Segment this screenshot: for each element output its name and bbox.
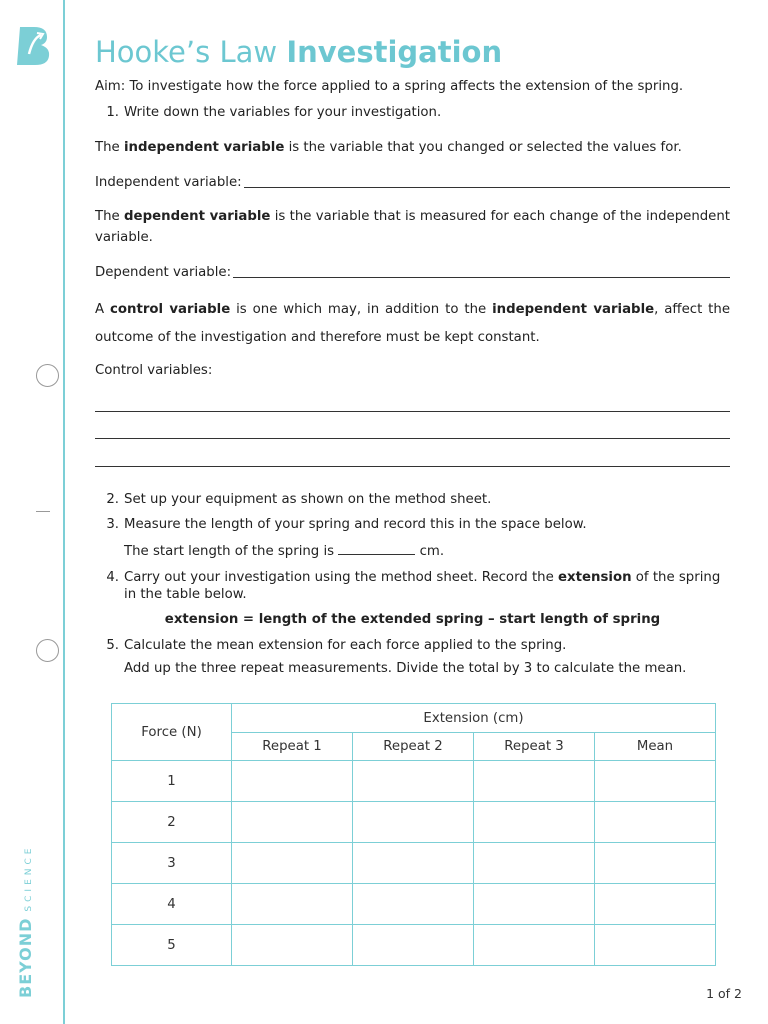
repeat-header: Repeat 3 (474, 733, 595, 761)
start-length-blank[interactable] (338, 544, 415, 555)
title-bold: Investigation (286, 35, 503, 69)
step-text: Calculate the mean extension for each force applied to the spring. (124, 638, 567, 653)
data-cell[interactable] (595, 884, 716, 925)
control-answer-line[interactable] (95, 411, 730, 412)
table-row (112, 802, 716, 843)
force-cell: 3 (112, 843, 232, 884)
data-cell[interactable] (474, 802, 595, 843)
margin-line (63, 0, 65, 1024)
brand-vertical (16, 845, 35, 998)
step-text: Set up your equipment as shown on the method sheet. (124, 492, 492, 507)
control-answer-line[interactable] (95, 466, 730, 467)
data-cell[interactable] (474, 925, 595, 966)
force-header: Force (N) (112, 704, 232, 761)
start-length-line (124, 543, 444, 560)
text-part: Carry out your investigation using the method sheet. Record the (124, 570, 559, 585)
brand-word: BEYOND (16, 917, 35, 998)
text-part: , affect the outcome of the investigation and therefore must be kept constant. (95, 302, 730, 345)
step-number: 3. (106, 517, 119, 532)
data-cell[interactable] (353, 925, 474, 966)
page-title (95, 35, 502, 69)
data-cell[interactable] (474, 884, 595, 925)
control-answer-line[interactable] (95, 438, 730, 439)
table-row (112, 761, 716, 802)
punch-hole (36, 364, 59, 387)
table-row (112, 884, 716, 925)
control-definition (95, 296, 730, 352)
text-part: The (95, 209, 125, 224)
term-bold: independent variable (492, 302, 655, 317)
step-number: 2. (106, 492, 119, 507)
extension-formula: extension = length of the extended spring – start length of spring (164, 612, 661, 627)
data-cell[interactable] (232, 925, 353, 966)
term-bold: dependent variable (124, 209, 271, 224)
step-text (124, 569, 730, 603)
page-number: 1 of 2 (706, 986, 742, 1001)
text-part: is the variable that is measured for each change of the independent variable. (95, 209, 731, 245)
data-cell[interactable] (474, 761, 595, 802)
text-part: of the spring in the table below. (124, 570, 721, 602)
mean-header: Mean (595, 733, 716, 761)
table-row (112, 925, 716, 966)
step-subtext: Add up the three repeat measurements. Divide the total by 3 to calculate the mean. (124, 661, 687, 676)
dependent-definition (95, 206, 730, 248)
punch-hole (36, 639, 59, 662)
force-cell: 5 (112, 925, 232, 966)
table-row (112, 843, 716, 884)
term-bold: control variable (110, 302, 231, 317)
data-cell[interactable] (232, 884, 353, 925)
text-part: is the variable that you changed or selected the values for. (284, 140, 682, 155)
data-cell[interactable] (595, 761, 716, 802)
text-part: cm. (419, 544, 445, 559)
step-text: Measure the length of your spring and record this in the space below. (124, 517, 587, 532)
independent-definition (95, 137, 682, 158)
beyond-logo-icon (14, 24, 52, 66)
repeat-header: Repeat 2 (353, 733, 474, 761)
data-cell[interactable] (232, 761, 353, 802)
text-part: The start length of the spring is (124, 544, 335, 559)
term-bold: independent variable (123, 140, 285, 155)
data-cell[interactable] (595, 802, 716, 843)
data-cell[interactable] (353, 761, 474, 802)
fold-mark (36, 511, 50, 512)
text-part: is one which may, in addition to the (230, 302, 493, 317)
data-cell[interactable] (353, 884, 474, 925)
step-text: Write down the variables for your investigation. (124, 105, 442, 120)
term-bold: extension (558, 570, 632, 585)
repeat-header: Repeat 1 (232, 733, 353, 761)
extension-header: Extension (cm) (232, 704, 716, 733)
independent-variable-answer-line[interactable] (244, 187, 730, 188)
text-part: The (95, 140, 124, 155)
data-cell[interactable] (232, 843, 353, 884)
force-cell: 1 (112, 761, 232, 802)
step-number: 1. (106, 105, 119, 120)
text-part: A (95, 302, 110, 317)
independent-variable-label: Independent variable: (95, 175, 242, 190)
title-light: Hooke’s Law (95, 35, 287, 69)
results-table (111, 703, 716, 966)
data-cell[interactable] (595, 925, 716, 966)
step-number: 4. (106, 570, 119, 585)
force-cell: 2 (112, 802, 232, 843)
step-number: 5. (106, 638, 119, 653)
data-cell[interactable] (474, 843, 595, 884)
data-cell[interactable] (353, 843, 474, 884)
control-variables-label: Control variables: (95, 363, 213, 378)
data-cell[interactable] (353, 802, 474, 843)
dependent-variable-label: Dependent variable: (95, 265, 232, 280)
aim-text: Aim: To investigate how the force applied to a spring affects the extension of the spring. (95, 79, 684, 94)
force-cell: 4 (112, 884, 232, 925)
data-cell[interactable] (595, 843, 716, 884)
dependent-variable-answer-line[interactable] (233, 277, 730, 278)
data-cell[interactable] (232, 802, 353, 843)
brand-word-small: SCIENCE (24, 844, 34, 912)
